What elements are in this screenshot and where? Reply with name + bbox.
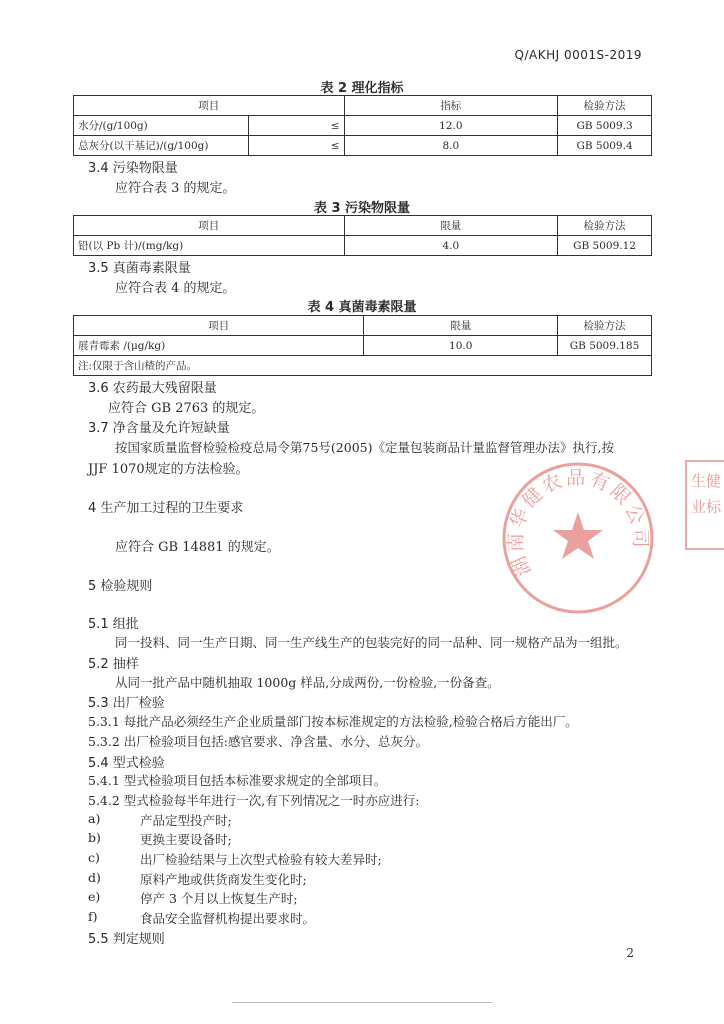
table-header-row [74, 96, 652, 116]
list-item: 出厂检验结果与上次型式检验有较大差异时; [140, 852, 382, 867]
header-item: 项目 [74, 96, 345, 116]
table-note: 注:仅限于含山楂的产品。 [74, 356, 652, 376]
cell-op: ≤ [248, 116, 344, 136]
footer-rule [232, 1002, 492, 1003]
table2-caption: 表 2 理化指标 [320, 81, 404, 96]
section-title: 5 检验规则 [88, 579, 153, 594]
cell-item: 铅(以 Pb 计)/(mg/kg) [74, 236, 345, 256]
seal-text: 湖南华健农品有限公司 [504, 466, 652, 580]
list-item: 产品定型投产时; [140, 813, 232, 828]
clause: 5.4.1 型式检验项目包括本标准要求规定的全部项目。 [88, 773, 387, 788]
cell-method: GB 5009.3 [558, 116, 652, 136]
table3 [73, 215, 652, 256]
table-row [74, 336, 652, 356]
table4 [73, 315, 652, 376]
paragraph: 应符合 GB 14881 的规定。 [115, 540, 280, 555]
table-header-row [74, 316, 652, 336]
cell-item: 水分/(g/100g) [74, 116, 249, 136]
list-item: 食品安全监督机构提出要求时。 [140, 911, 316, 926]
list-label: f) [88, 909, 98, 924]
document-code: Q/AKHJ 0001S-2019 [514, 48, 642, 62]
header-value: 指标 [344, 96, 558, 116]
list-item: 停产 3 个月以上恢复生产时; [140, 891, 298, 906]
list-item: 原料产地或供货商发生变化时; [140, 872, 307, 887]
paragraph: 从同一批产品中随机抽取 1000g 样品,分成两份,一份检验,一份备查。 [115, 675, 500, 690]
table4-caption: 表 4 真菌毒素限量 [307, 300, 417, 315]
header-method: 检验方法 [558, 216, 652, 236]
table-note-row [74, 356, 652, 376]
table2 [73, 95, 652, 156]
list-label: e) [88, 889, 101, 904]
cell-value: 12.0 [344, 116, 558, 136]
table3-caption: 表 3 污染物限量 [313, 201, 411, 216]
header-item: 项目 [74, 316, 364, 336]
paragraph: 应符合 GB 2763 的规定。 [108, 401, 265, 416]
section-title: 5.3 出厂检验 [88, 696, 165, 711]
paragraph: 同一投料、同一生产日期、同一生产线生产的包装完好的同一品种、同一规格产品为一组批。 [115, 635, 628, 650]
section-title: 4 生产加工过程的卫生要求 [88, 501, 244, 516]
cell-value: 4.0 [344, 236, 558, 256]
list-label: c) [88, 850, 100, 865]
section-title: 5.2 抽样 [88, 657, 139, 672]
section-title: 3.7 净含量及允许短缺量 [88, 421, 230, 436]
table-row [74, 136, 652, 156]
section-title: 5.1 组批 [88, 617, 139, 632]
header-value: 限量 [344, 216, 558, 236]
section-title: 3.6 农药最大残留限量 [88, 381, 217, 396]
list-label: a) [88, 811, 101, 826]
header-method: 检验方法 [558, 96, 652, 116]
list-item: 更换主要设备时; [140, 832, 232, 847]
paragraph: JJF 1070规定的方法检验。 [88, 462, 249, 477]
cell-value: 8.0 [344, 136, 558, 156]
clause: 5.4.2 型式检验每半年进行一次,有下列情况之一时亦应进行: [88, 793, 420, 808]
cell-method: GB 5009.4 [558, 136, 652, 156]
section-title: 5.4 型式检验 [88, 756, 165, 771]
table-row [74, 116, 652, 136]
table-row [74, 236, 652, 256]
header-item: 项目 [74, 216, 345, 236]
paragraph: 应符合表 3 的规定。 [115, 181, 236, 196]
clause: 5.3.1 每批产品必须经生产企业质量部门按本标准规定的方法检验,检验合格后方能出厂。 [88, 714, 578, 729]
company-seal-icon [500, 460, 656, 616]
section-title: 3.4 污染物限量 [88, 161, 178, 176]
list-label: d) [88, 870, 101, 885]
cell-method: GB 5009.185 [558, 336, 652, 356]
cell-value: 10.0 [364, 336, 558, 356]
page-number: 2 [626, 946, 634, 960]
list-label: b) [88, 830, 101, 845]
header-value: 限量 [364, 316, 558, 336]
cell-item: 总灰分(以干基记)/(g/100g) [74, 136, 249, 156]
paragraph: 按国家质量监督检验检疫总局令第75号(2005)《定量包装商品计量监督管理办法》执行,按 [115, 440, 614, 455]
partial-seal: 生健 业标 [685, 460, 724, 550]
section-title: 5.5 判定规则 [88, 932, 165, 947]
section-title: 3.5 真菌毒素限量 [88, 261, 191, 276]
table-header-row [74, 216, 652, 236]
cell-method: GB 5009.12 [558, 236, 652, 256]
clause: 5.3.2 出厂检验项目包括:感官要求、净含量、水分、总灰分。 [88, 734, 428, 749]
cell-op: ≤ [248, 136, 344, 156]
cell-item: 展青霉素 /(μg/kg) [74, 336, 364, 356]
header-method: 检验方法 [558, 316, 652, 336]
paragraph: 应符合表 4 的规定。 [115, 281, 236, 296]
